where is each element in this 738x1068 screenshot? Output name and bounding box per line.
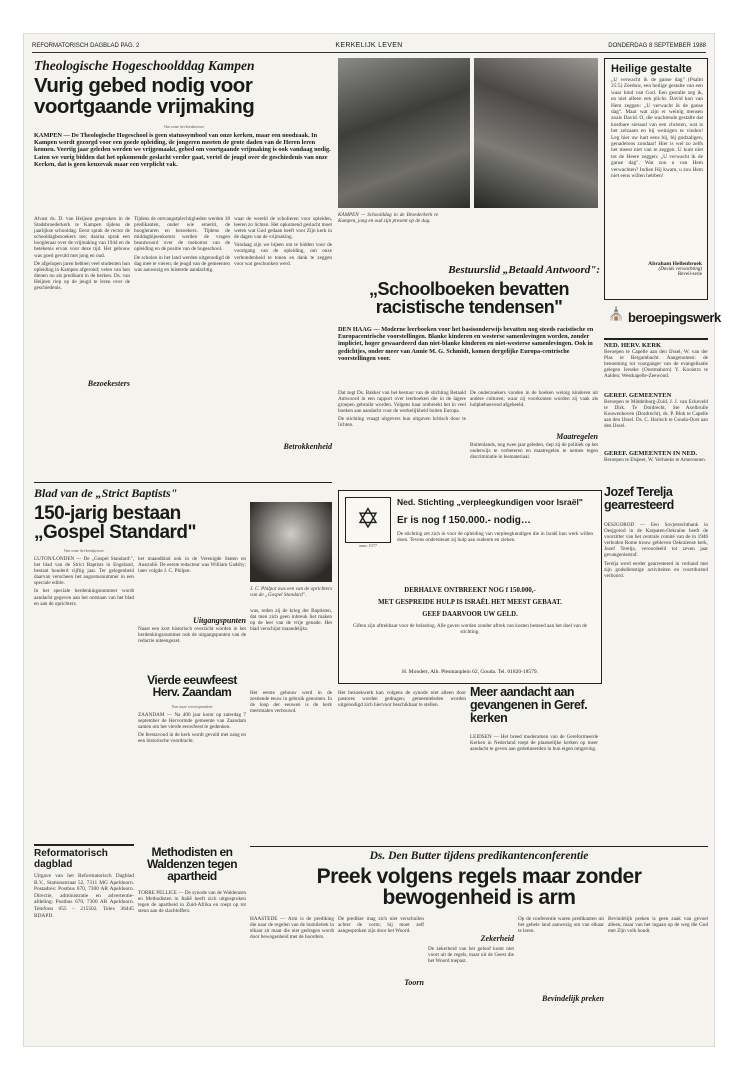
article8-column4: Op de conferentie waren predikanten uit het gehele land aanwezig om van elkaar te leren. [518, 916, 604, 935]
divider [250, 846, 708, 847]
meditation-title: Heilige gestalte [611, 63, 692, 75]
article3-column1: LUTON/LONDEN — De „Gospel Standard\", het blad van de Strict Baptists in Engeland, bestaat honderd vijftig jaar. Ter gelegenheid daarvan verscheen het augustusnummer in een speciale editie. In het speciale herdenkingsnummer wordt aandacht gegeven aan het ontstaan van het blad en aan de oprichters. [34, 556, 134, 607]
divider [34, 482, 332, 483]
beroeping-sec2-title: GEREF. GEMEENTEN [604, 392, 672, 399]
article8-column3: De zekerheid van het geloof komt niet voort uit de regels, maar uit de Geest die het Woord toepast. [428, 946, 514, 965]
page-masthead [32, 40, 706, 53]
article7-headline: Methodisten en Waldenzen tegen apartheid [146, 845, 238, 884]
masthead-section: KERKELIJK LEVEN [335, 42, 403, 49]
ad-cta: MET GESPREIDE HULP IS ISRAËL HET MEEST GEBAAT. [378, 599, 562, 606]
article6-body: OESJGOROD — Een Sovjetrechtbank in Oesjgorod in de Karpaten-Oekraïne heeft de voorzitter van het centrale comité van de in 1946 verboden Rome trouw gebleven Oekraïense kerk, Jozef Terelja, veroordeeld tot zeven jaar gevangenisstraf. Terelja werd eerder gearresteerd in verband met zijn godsdienstige activiteiten en voortdurend verhoord. [604, 522, 708, 579]
article3-headline: 150-jarig bestaan „Gospel Standard" [34, 503, 197, 544]
ad-details: Giften zijn aftrekbaar voor de belasting. Alle gaven worden zonder aftrek van kosten besteed aan het doel van de stichting. [352, 623, 588, 636]
article8-headline: Preek volgens regels maar zonder bewogenheid is arm [316, 865, 642, 910]
ad-body: De stichting zet zich in voor de opleiding van verpleegkundigen die in Israël hun werk willen doen. Tevens ondersteunt zij hulp aan ouderen en zieken. [397, 531, 593, 544]
article3-byline: Van onze kerkredacteur [63, 548, 105, 553]
church-photo-right [474, 58, 598, 208]
article6-headline: Jozef Terelja gearresteerd [604, 485, 674, 512]
beroeping-sec2-body: Beroepen te Middelburg-Zuid, J. J. van Eckeveld te Dirk. Te Dordrecht, Ste Axelbrulle Kouwenhoven (Dordrecht), ds. P. Blok te Capelle aan den IJssel. Ds. C. Harinck te Gouda-Oost aan den IJssel. [604, 399, 708, 430]
article7-body: TORRE PELLICE — De synode van de Waldenzen en Methodisten in Italië heeft zich uitgesproken tegen de apartheid in Zuid-Afrika en roept op tot steun aan de slachtoffers. [138, 890, 246, 915]
beroeping-sec1-body: Beroepen te Capelle aan den IJssel, W. van der Plas te Bergambacht. Aangenomen: de benoeming tot voorganger van de evangelisatie gelegen Ierseke (Oostmahorn) Y. Kooistra te Aalden; Westkapelle-Zeewoud. [604, 349, 708, 380]
article1-column1: Alvast ds. D. van Heijnen gesproken in de Stadsbroederkerk te Kampen tijdens de jaarlijkse schooldag. Eerst sprak de rector de schooldagbezoekers toe; daarna sprak een hoogleraar over de vrijmaking van 1944 en de betekenis ervan voor deze tijd. Het gebouw was goed gevuld met jong en oud. De afgelopen jaren hebben veel studenten hun opleiding in Kampen afgerond; velen van hen dienen nu als predikant in de kerken. Ds. van Heijnen riep op de jeugd te leren over de geschiedenis. [34, 216, 130, 292]
article4-headline: Vierde eeuwfeest Herv. Zaandam [147, 673, 237, 700]
article8-subhead-toorn: Toorn [404, 978, 424, 987]
article3-subhead: Uitgangspunten [193, 616, 246, 625]
meditation-author-sub: (Davids verwachting) [658, 267, 702, 272]
article5-headline: Meer aandacht aan gevangenen in Geref. kerken [470, 685, 588, 725]
beroepingswerk-logo [604, 304, 721, 340]
article1-kicker: Theologische Hogeschoolddag Kampen [34, 58, 255, 73]
article8-subhead-bevindelijk: Bevindelijk preken [542, 994, 604, 1003]
article3-column3: Naast een kort historisch overzicht worden in het herdenkingsnummer ook de uitgangspunten van de redactie uiteengezet. [138, 626, 246, 645]
colophon [34, 844, 134, 1033]
article2-subhead: Maatregelen [556, 432, 598, 441]
ad-slogan: DERHALVE ONTBREEKT NOG f 150.000,- [404, 587, 536, 594]
article1-column3: waar de wereld de scholieren voor opleiden, leeren zo lichten. Het opkomend geslacht moet weten wat God gedaan heeft voor Zijn kerk in de dagen van de vrijmaking. Vandaag zijn we bijeen om te bidden voor de voortgang van de opleiding, om onze verbondenheid te tonen en dank te zeggen voor wat geschonken werd. [234, 216, 332, 267]
article8-column2: De prediker mag zich niet verschuilen achter de vorm; hij moet zelf aangesproken zijn door het Woord. [338, 916, 424, 935]
article1-subhead2: Betrokkenheid [283, 442, 332, 451]
article2-column3: Buitenlands, nog twee jaar geleden, riep zij de politiek op het onderwijs te verbeteren en maatregelen te nemen tegen discriminatie in lesmateriaal. [470, 442, 598, 461]
article3-caption: J. C. Philpot was een van de oprichters van de „Gospel Standard". [250, 586, 332, 599]
meditation-box [604, 58, 708, 300]
article1-caption: KAMPEN — Schoolddag in de Broederkerk te Kampen, jong en oud zijn present op de dag. [338, 212, 438, 225]
ad-followup-column: Het bezoekwerk kan volgens de synode niet alleen door pastores worden gedragen; gemeenteleden worden uitgenodigd zich hiervoor beschikbaar te stellen. [338, 690, 466, 709]
article3-kicker: Blad van de „Strict Baptists" [34, 486, 178, 500]
ad-org: Ned. Stichting „verpleegkundigen voor Israël" [397, 497, 583, 507]
article8-kicker: Ds. Den Butter tijdens predikantenconferentie [369, 850, 589, 862]
article5-body: LEIDSEN — Het breed moderamen van de Gereformeerde Kerken in Nederland roept de plaatselijke kerken op meer aandacht te geven aan gedetineerden in hun eigen omgeving. [470, 734, 598, 753]
ad-amount: Er is nog f 150.000.- nodig… [397, 515, 531, 526]
article1-lead: KAMPEN — De Theologische Hogeschool is geen statussymbool van onze kerken, maar een noodzaak. In Kampen wordt gezorgd voor een goede opleiding, de jongeren moeten de grote daden van de Heren leren kennen. Veertig jaar geleden werden we vrijgemaakt, gebed om voortgaande vrijmaking is ook vandaag nodig. Laten we vurig bidden dat het opkomende geslacht verder gaat, vertel de jeugd over de geschiedenis van onze Kerken, dat is geen keuzevak maar een verplicht vak. [34, 132, 331, 168]
colophon-title: Reformatorisch dagblad [34, 848, 108, 870]
beroepingswerk-list [604, 342, 708, 471]
meditation-body: „U verwacht ik de ganse dag" (Psalm 25:5) Zeeduw, een heilige gestalte van een waar kind van God. Een gestalte zeg ik, en niet alleen een plicht. David kon van Hem zeggen: „U verwacht ik de ganse dag". Maar wat zijn er weinig mensen zoals David. O, die wachtende gestalte dat kostbare sieraad van een christen, wat is het zelzaam en bij weinigen te vinden! Leg hier uw hart eens bij, bij godzaligen, genadeloos zondaar! Hier is wel zo zelfs het meest niet van te zeggen. U kunt niet tot de Heere zeggen: „U verwacht ik de ganse dag". Wat zou u van Hem verwachten? Indien Hij kwam, u zou Hem niet eens willen hebben! [611, 77, 703, 180]
beroeping-sec1-title: NED. HERV. KERK [604, 342, 662, 349]
article2-headline: „Schoolboeken bevatten racistische tendensen" [368, 279, 570, 318]
article1-subhead1: Bezoekesters [87, 379, 130, 388]
masthead-date: DONDERDAG 8 SEPTEMBER 1988 [608, 43, 706, 49]
church-photo-left [338, 58, 470, 208]
article8-column5: Bevindelijk preken is geen zaak van gevoel alleen, maar van het ingaan op de weg die God met Zijn volk houdt. [608, 916, 708, 935]
article3-column2: het maandblad ook in de Verenigde Staten en Australië. De eerste redacteur was William Gadsby; later volgde J. C. Philpot. [138, 556, 246, 575]
article3-column4: was, reden zij de krieg der Baptisten, dat men zich geen inbreuk liet maken op de leer van de vrije genade. Het blad verschijnt maandelijks. [250, 608, 332, 633]
philpot-portrait [250, 502, 332, 582]
article8-subhead-zekerheid: Zekerheid [480, 934, 514, 943]
article1-byline: Van onze kerkredacteur [163, 124, 205, 129]
beroeping-sec3-body: Beroepen te Elspeet, W. Verhoeks te Ameronnen. [604, 457, 707, 463]
article4-column2: Het eerste gebouw werd in de zestiende eeuw in gebruik genomen. In de loop der eeuwen is de kerk meermalen verbouwd. [250, 690, 332, 715]
article1-headline: Vurig gebed nodig voor voortgaande vrijmaking [34, 74, 255, 118]
masthead-left: REFORMATORISCH DAGBLAD PAG. 2 [32, 43, 140, 49]
article2-kicker: Bestuurslid „Betaald Antwoord": [448, 264, 600, 276]
ad-founded: anno 1977 [358, 543, 378, 548]
church-icon: ⛪ [608, 306, 625, 321]
beroepingswerk-title: beroepingswerk [628, 310, 721, 325]
ad-address: H. Mondert, Alb. Plesmanplein 62, Gouda. Tel. 01820-18579. [401, 669, 539, 675]
article8-column1: HAASTEDE — Arm is de prediking die naar de regelen van de homiletiek in elkaar zit maar die niet gedragen wordt door bewogenheid met de hoorders. [250, 916, 334, 941]
article4-body: ZAANDAM — Na 400 jaar komt op zaterdag 7 september de Hervormde gemeente van Zaandam samen om het vierde eeuwfeest te gedenken. De feestavond in de kerk wordt gevuld met zang en een historische voordracht. [138, 712, 246, 745]
article2-column1: Dat zegt Ds. Bakker van het bestuur van de stichting Betaald Antwoord in een rapport over leerboeken die in de lagere groepen gebruikt worden. Volgens haar ontbreekt het in veel boeken aan aandacht voor de werkelijkheid buiten Europa. De stichting vraagt uitgevers hun uitgaven kritisch door te lichten. [338, 390, 466, 429]
article1-column2: Tijdens de ontvangstplechtigheden werden 18 predikanten, onder wie emeriti, de hoogleraren en bezoekers. Tijdens de middagbijeenkomst werden de vragen beantwoord over de toekomst van de opleiding en de positie van de hogeschool. De scholen in het land werden uitgenodigd de dag mee te vieren; de jeugd van de gemeenten was aanwezig en luisterde aandachtig. [134, 216, 230, 273]
star-of-david-icon: ✡ [345, 497, 391, 543]
article2-column2: De onderzoekers vonden in de boeken weinig kinderen uit andere culturen; waar zij voorkomen worden zij vaak als hulpbehoevend afgebeeld. [470, 390, 598, 409]
beroeping-sec3-title: GEREF. GEMEENTEN IN NED. [604, 450, 698, 457]
israel-nursing-ad [338, 490, 602, 684]
ad-cta2: GEEF DAARVOOR UW GELD. [422, 611, 518, 618]
meditation-author: Abraham Hellenbroek [648, 261, 702, 267]
article2-lead: DEN HAAG — Moderne leerboeken voor het basisonderwijs bevatten nog steeds racistische en Europacentrische voorstellingen. Blanke kinderen en westerse samenlevingen worden, zonder impliciet, hoger gewaardeerd dan niet-blanke kinderen en niet-westerse samenlevingen. Ook in gedichtjes, onder meer van Annie M. G. Schmidt, komen dergelijke Europa-centrische voorstellingen voor. [338, 326, 594, 362]
newspaper-page [24, 34, 721, 1046]
meditation-service: Reveil-serie [677, 272, 702, 277]
colophon-body: Uitgave van het Reformatorisch Dagblad B.V., Stationsstraat 52, 7311 MG Apeldoorn. Postadres: Postbus 670, 7300 AR Apeldoorn. Directie, administratie en advertentie-afdeling: Postbus 670, 7300 AR Apeldoorn. Telefoon 055 – 215502. Telex 36445 RDAPD. [34, 873, 134, 919]
article4-byline: Van onze correspondent [171, 704, 213, 709]
